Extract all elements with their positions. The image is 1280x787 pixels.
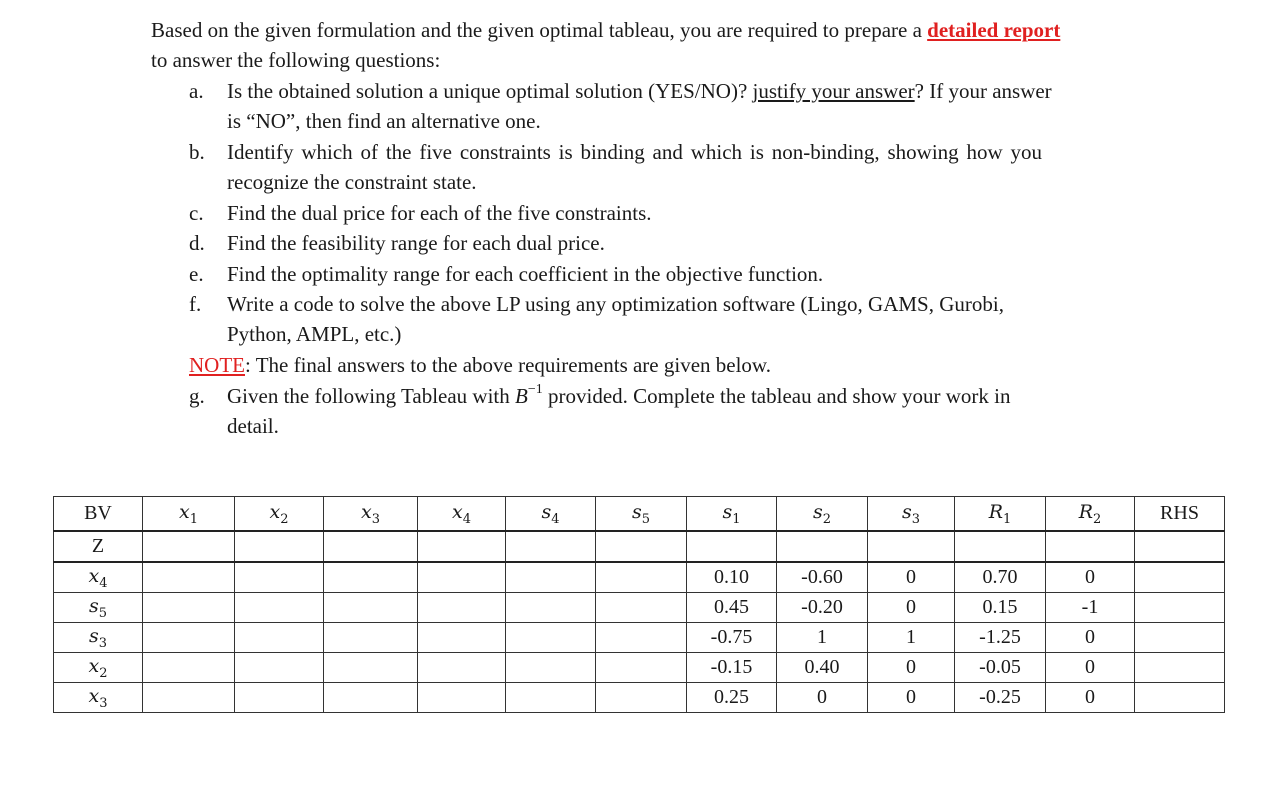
cell-x4-s5: [596, 562, 687, 593]
row-label-s5: $s_5$: [54, 593, 143, 623]
row-label-x4: $x_4$: [54, 562, 143, 593]
cell-s3-r1: -1.25: [955, 623, 1046, 653]
cell-s5-x2: [235, 593, 324, 623]
cell-x3-r1: -0.25: [955, 683, 1046, 713]
tableau-row-x3: [54, 683, 1225, 713]
header-x2: $x_2$: [235, 497, 324, 532]
question-a-post: ? If your answer: [914, 79, 1052, 103]
question-b-cont: recognize the constraint state.: [227, 170, 477, 194]
cell-x4-s4: [506, 562, 596, 593]
cell-x4-r1: 0.70: [955, 562, 1046, 593]
cell-s3-r2: 0: [1046, 623, 1135, 653]
header-r1: $R_1$: [955, 497, 1046, 532]
cell-s3-s2: 1: [777, 623, 868, 653]
cell-z-x3: [324, 531, 418, 562]
cell-x3-x2: [235, 683, 324, 713]
tableau-z-row: [54, 531, 1225, 562]
row-label-s3: $s_3$: [54, 623, 143, 653]
question-g-cont: detail.: [227, 414, 279, 438]
question-d-marker: d.: [189, 231, 205, 255]
header-s1: $s_1$: [687, 497, 777, 532]
question-g-post: provided. Complete the tableau and show your work in: [542, 384, 1011, 408]
cell-s3-s4: [506, 623, 596, 653]
tableau-row-s5: [54, 593, 1225, 623]
cell-x2-rhs: [1135, 653, 1225, 683]
row-label-x2: $x_2$: [54, 653, 143, 683]
cell-z-x2: [235, 531, 324, 562]
header-s5: $s_5$: [596, 497, 687, 532]
header-x3: $x_3$: [324, 497, 418, 532]
cell-z-s1: [687, 531, 777, 562]
header-r2: $R_2$: [1046, 497, 1135, 532]
cell-s5-rhs: [1135, 593, 1225, 623]
question-a-text: [227, 76, 1052, 106]
question-g-text: [227, 381, 1010, 411]
detailed-report-highlight: detailed report: [927, 18, 1061, 42]
cell-x4-s1: 0.10: [687, 562, 777, 593]
header-s3: $s_3$: [868, 497, 955, 532]
cell-s5-x1: [143, 593, 235, 623]
cell-x2-x3: [324, 653, 418, 683]
cell-s3-rhs: [1135, 623, 1225, 653]
question-g-marker: g.: [189, 384, 205, 408]
row-label-x3: $x_3$: [54, 683, 143, 713]
tableau-row-x4: [54, 562, 1225, 593]
cell-s5-r1: 0.15: [955, 593, 1046, 623]
cell-x2-s2: 0.40: [777, 653, 868, 683]
cell-s3-x1: [143, 623, 235, 653]
question-e-text: Find the optimality range for each coefficient in the objective function.: [227, 262, 824, 286]
header-s2: $s_2$: [777, 497, 868, 532]
cell-s3-x4: [418, 623, 506, 653]
cell-x3-rhs: [1135, 683, 1225, 713]
question-g-pre: Given the following Tableau with: [227, 384, 516, 408]
cell-x2-s4: [506, 653, 596, 683]
cell-z-s5: [596, 531, 687, 562]
header-s4: $s_4$: [506, 497, 596, 532]
question-b-marker: b.: [189, 140, 205, 164]
simplex-tableau: [53, 496, 1225, 713]
cell-s3-x2: [235, 623, 324, 653]
question-a-cont: is “NO”, then find an alternative one.: [227, 109, 541, 133]
intro-text: Based on the given formulation and the given optimal tableau, you are required to prepare a: [151, 18, 928, 42]
cell-s3-s3: 1: [868, 623, 955, 653]
cell-z-r2: [1046, 531, 1135, 562]
cell-x4-x2: [235, 562, 324, 593]
question-a-marker: a.: [189, 79, 204, 103]
cell-z-r1: [955, 531, 1046, 562]
cell-s3-x3: [324, 623, 418, 653]
header-bv: BV: [54, 497, 143, 532]
intro-line-2: to answer the following questions:: [151, 48, 441, 72]
cell-s5-x3: [324, 593, 418, 623]
header-x4: $x_4$: [418, 497, 506, 532]
cell-z-x1: [143, 531, 235, 562]
cell-s5-r2: -1: [1046, 593, 1135, 623]
cell-s5-s3: 0: [868, 593, 955, 623]
tableau-header-row: [54, 497, 1225, 532]
cell-x3-s2: 0: [777, 683, 868, 713]
cell-z-s2: [777, 531, 868, 562]
cell-z-s4: [506, 531, 596, 562]
question-f-marker: f.: [189, 292, 202, 316]
cell-z-rhs: [1135, 531, 1225, 562]
cell-x3-x1: [143, 683, 235, 713]
cell-x3-s5: [596, 683, 687, 713]
cell-s5-s1: 0.45: [687, 593, 777, 623]
cell-x4-x3: [324, 562, 418, 593]
note-label: NOTE: [189, 353, 245, 377]
justify-underline: justify your answer: [752, 79, 915, 103]
cell-x2-x1: [143, 653, 235, 683]
cell-x2-r1: -0.05: [955, 653, 1046, 683]
cell-x2-s5: [596, 653, 687, 683]
question-e-marker: e.: [189, 262, 204, 286]
cell-s5-s5: [596, 593, 687, 623]
question-b-text: Identify which of the five constraints is binding and which is non-binding, showing how you: [227, 140, 1043, 164]
cell-x3-s1: 0.25: [687, 683, 777, 713]
b-inverse-symbol: B: [515, 384, 528, 408]
cell-x3-s4: [506, 683, 596, 713]
question-c-text: Find the dual price for each of the five constraints.: [227, 201, 652, 225]
tableau-row-s3: [54, 623, 1225, 653]
question-d-text: Find the feasibility range for each dual price.: [227, 231, 605, 255]
cell-s3-s5: [596, 623, 687, 653]
cell-x3-x3: [324, 683, 418, 713]
cell-x2-x4: [418, 653, 506, 683]
cell-z-s3: [868, 531, 955, 562]
note-line: [189, 350, 771, 380]
cell-s5-x4: [418, 593, 506, 623]
cell-x4-r2: 0: [1046, 562, 1135, 593]
cell-x4-s3: 0: [868, 562, 955, 593]
tableau-row-x2: [54, 653, 1225, 683]
cell-z-x4: [418, 531, 506, 562]
cell-s3-s1: -0.75: [687, 623, 777, 653]
cell-x3-r2: 0: [1046, 683, 1135, 713]
question-f-cont: Python, AMPL, etc.): [227, 322, 402, 346]
cell-x4-rhs: [1135, 562, 1225, 593]
cell-x2-r2: 0: [1046, 653, 1135, 683]
cell-x4-x4: [418, 562, 506, 593]
cell-x3-s3: 0: [868, 683, 955, 713]
question-c-marker: c.: [189, 201, 204, 225]
question-f-text: Write a code to solve the above LP using any optimization software (Lingo, GAMS, Gurobi,: [227, 292, 1004, 316]
cell-x4-x1: [143, 562, 235, 593]
cell-x3-x4: [418, 683, 506, 713]
cell-s5-s2: -0.20: [777, 593, 868, 623]
header-x1: $x_1$: [143, 497, 235, 532]
note-text: : The final answers to the above requirements are given below.: [245, 353, 771, 377]
cell-x2-s1: -0.15: [687, 653, 777, 683]
intro-line-1: [151, 15, 1060, 45]
cell-x2-s3: 0: [868, 653, 955, 683]
cell-x4-s2: -0.60: [777, 562, 868, 593]
inverse-exponent: −1: [527, 382, 543, 397]
header-rhs: RHS: [1135, 497, 1225, 532]
cell-s5-s4: [506, 593, 596, 623]
question-a-pre: Is the obtained solution a unique optimal solution (YES/NO)?: [227, 79, 753, 103]
row-label-z: Z: [54, 531, 143, 562]
cell-x2-x2: [235, 653, 324, 683]
